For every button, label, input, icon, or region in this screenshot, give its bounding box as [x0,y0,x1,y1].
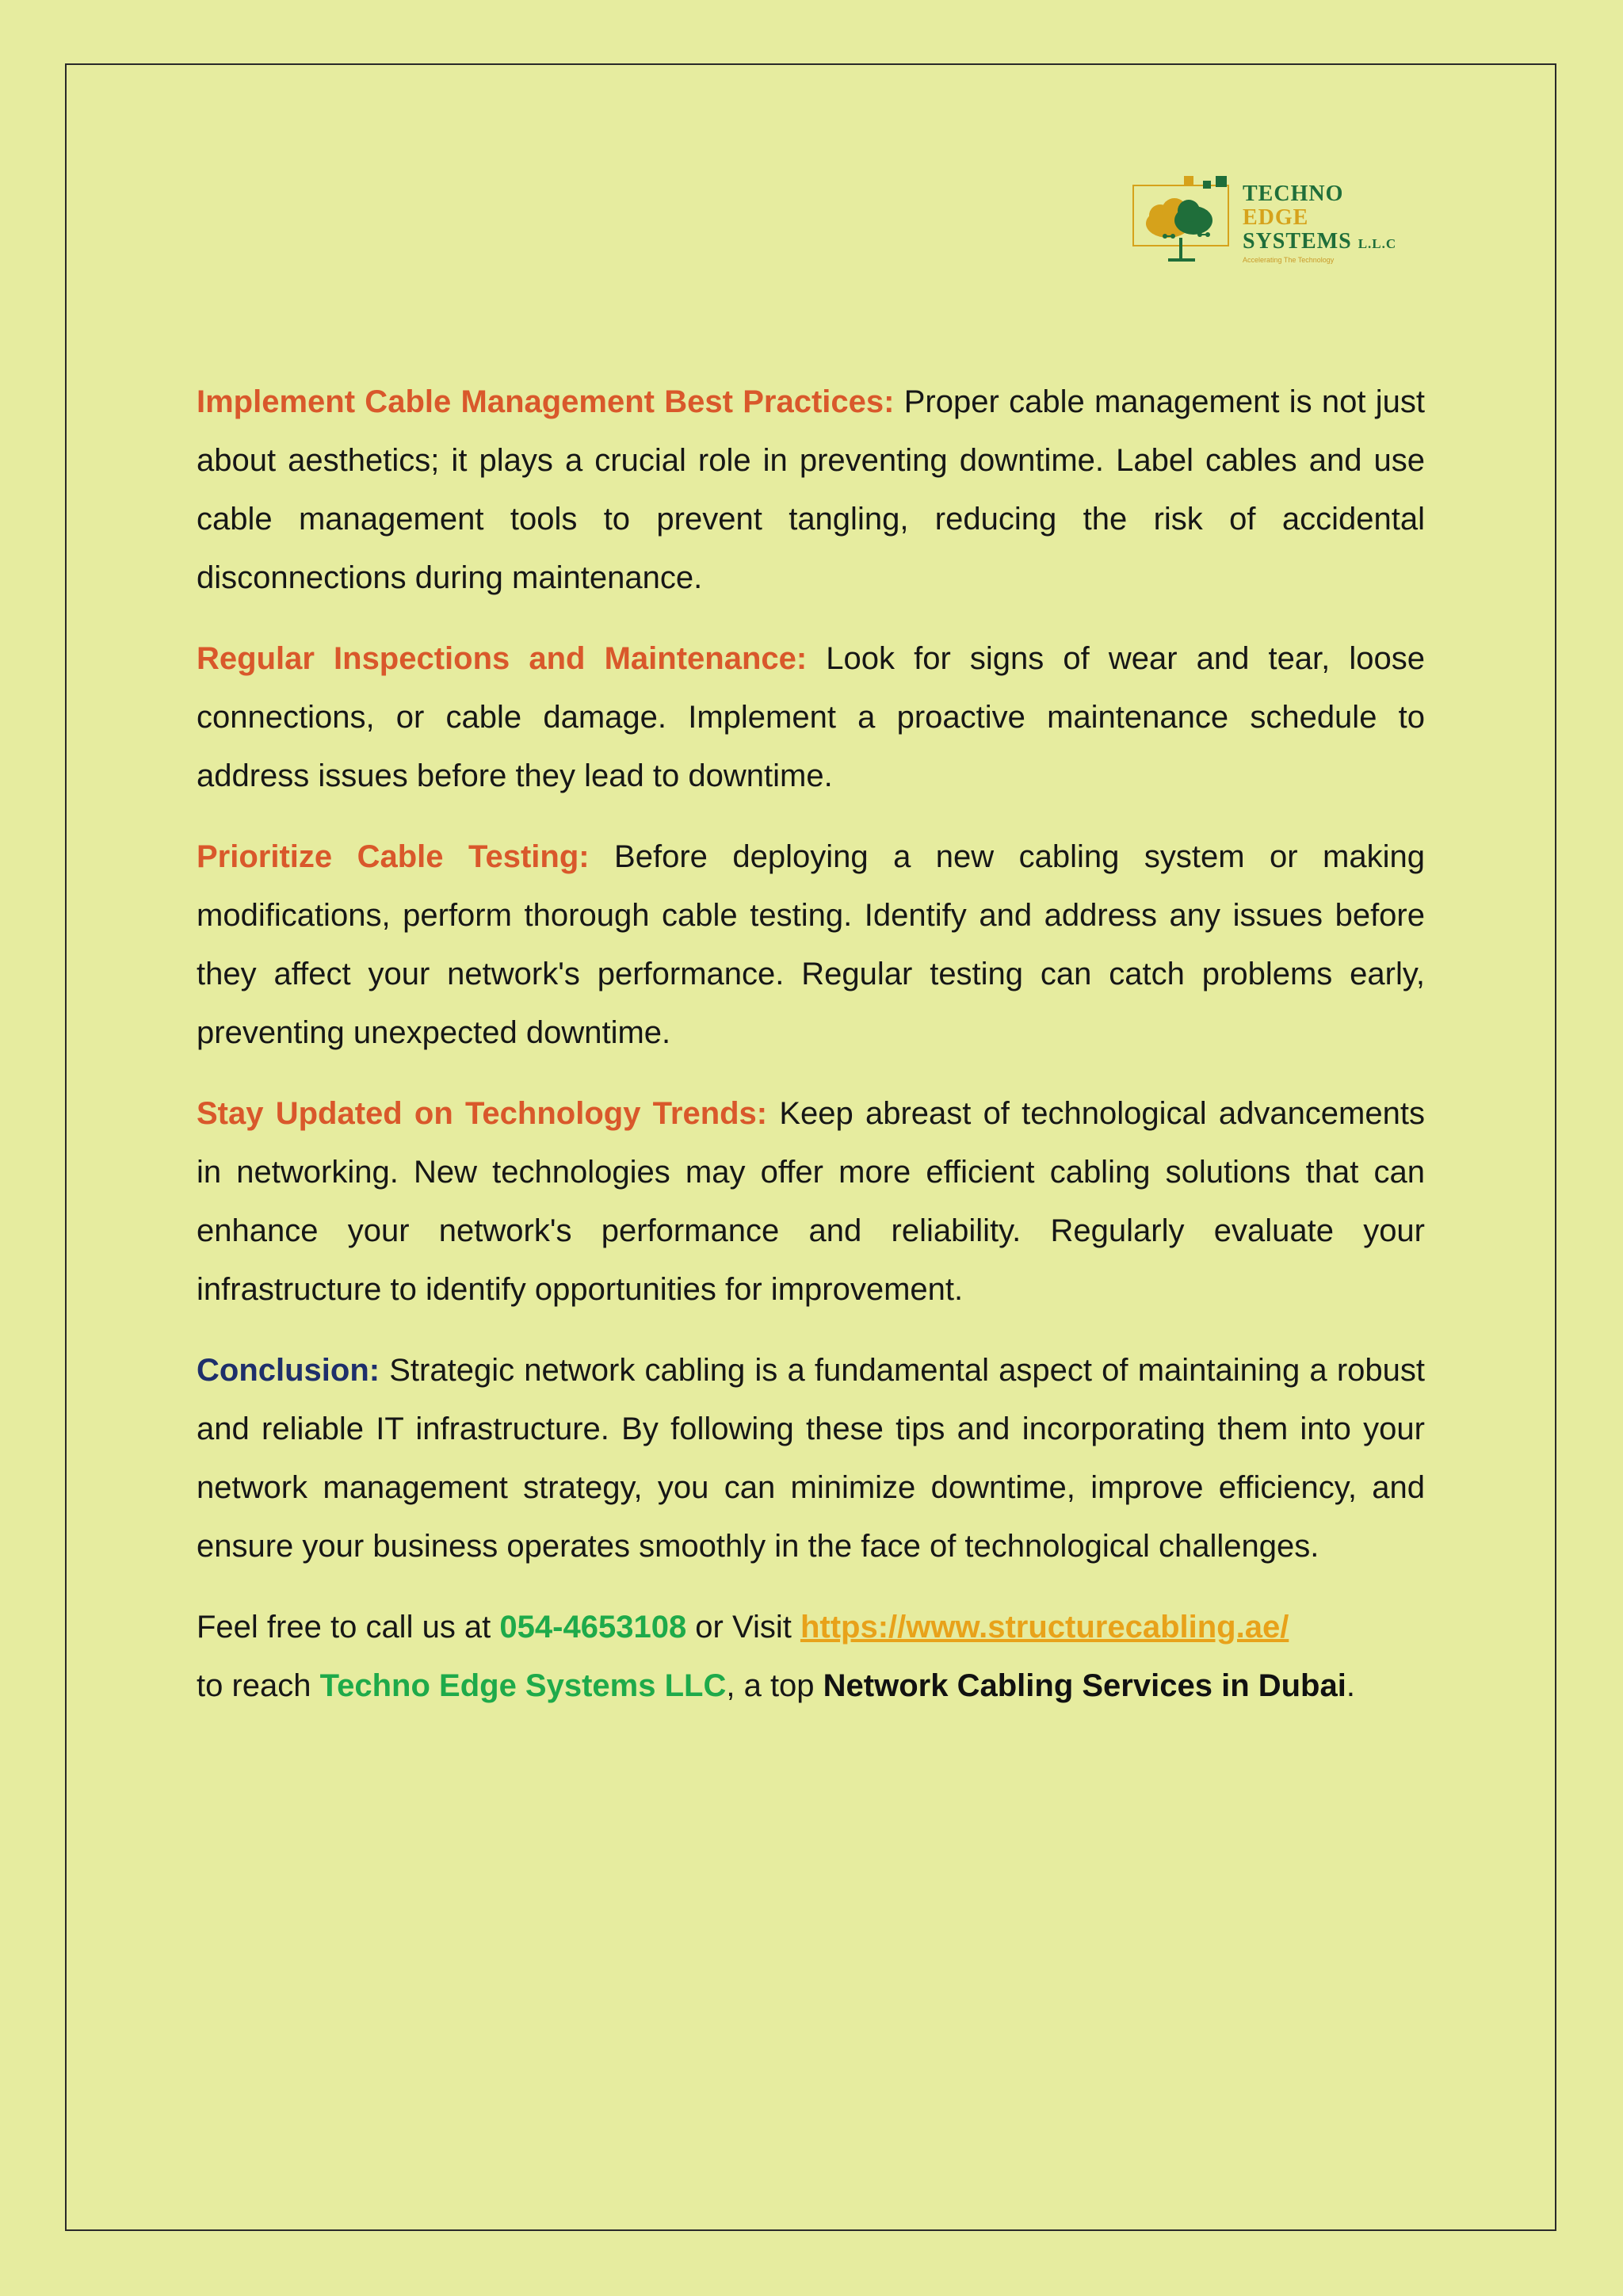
section-heading: Implement Cable Management Best Practices: [197,384,895,419]
conclusion-body: Strategic network cabling is a fundamental aspect of maintaining a robust and reliable IT infrastructure. By following these tips and incorporating them into your network management strategy, you can minimize downtime, improve efficiency, and ensure your business operates smoothly in the face of technological challenges. [197,1353,1425,1564]
document-body [197,372,1425,1737]
section-inspections [197,629,1425,805]
section-body: Look for signs of wear and tear, loose connections, or cable damage. Implement a proactive maintenance schedule to address issues before they lead to downtime. [197,641,1426,793]
section-heading: Prioritize Cable Testing: [197,839,590,874]
cta-top: , a top [726,1668,823,1703]
section-body: Proper cable management is not just about aesthetics; it plays a crucial role in preventing downtime. Label cables and use cable management tools to prevent tangling, reducing the risk of accidental disconnections during maintenance. [197,384,1426,595]
logo-line-techno: TECHNO [1243,181,1344,206]
cta-mid: or Visit [686,1610,800,1645]
contact-call-to-action [197,1598,1425,1715]
section-conclusion [197,1341,1425,1576]
conclusion-heading: Conclusion: [197,1353,380,1388]
cta-end: . [1346,1668,1355,1703]
section-cable-testing [197,827,1425,1062]
section-body: Before deploying a new cabling system or making modifications, perform thorough cable testing. Identify and address any issues before they affect your network's performance. Regular testing can catch problems early, preventing unexpected downtime. [197,839,1425,1050]
logo-line-systems [1243,230,1396,256]
website-link[interactable]: https://www.structurecabling.ae/ [800,1610,1289,1645]
service-name: Network Cabling Services in Dubai [823,1668,1346,1703]
logo-llc: L.L.C [1358,236,1397,251]
section-technology-trends [197,1084,1425,1319]
company-name: Techno Edge Systems LLC [319,1668,727,1703]
cta-reach: to reach [197,1668,320,1703]
section-heading: Regular Inspections and Maintenance: [197,641,808,676]
cloud-network-logo-icon [1132,176,1249,268]
logo-tagline: Accelerating The Technology [1243,256,1335,264]
phone-number[interactable]: 054-4653108 [499,1610,687,1645]
logo-systems-text: SYSTEMS [1243,229,1352,254]
section-body: Keep abreast of technological advancements in networking. New technologies may offer more efficient cabling solutions that can enhance your network's performance and reliability. Regularly evaluate your infrastructure to identify opportunities for improvement. [197,1096,1425,1307]
logo-line-edge: EDGE [1243,205,1309,230]
company-logo [1132,176,1426,268]
logo-wordmark [1243,182,1396,264]
cta-prefix: Feel free to call us at [197,1610,500,1645]
section-heading: Stay Updated on Technology Trends: [197,1096,768,1131]
section-cable-management [197,372,1425,607]
